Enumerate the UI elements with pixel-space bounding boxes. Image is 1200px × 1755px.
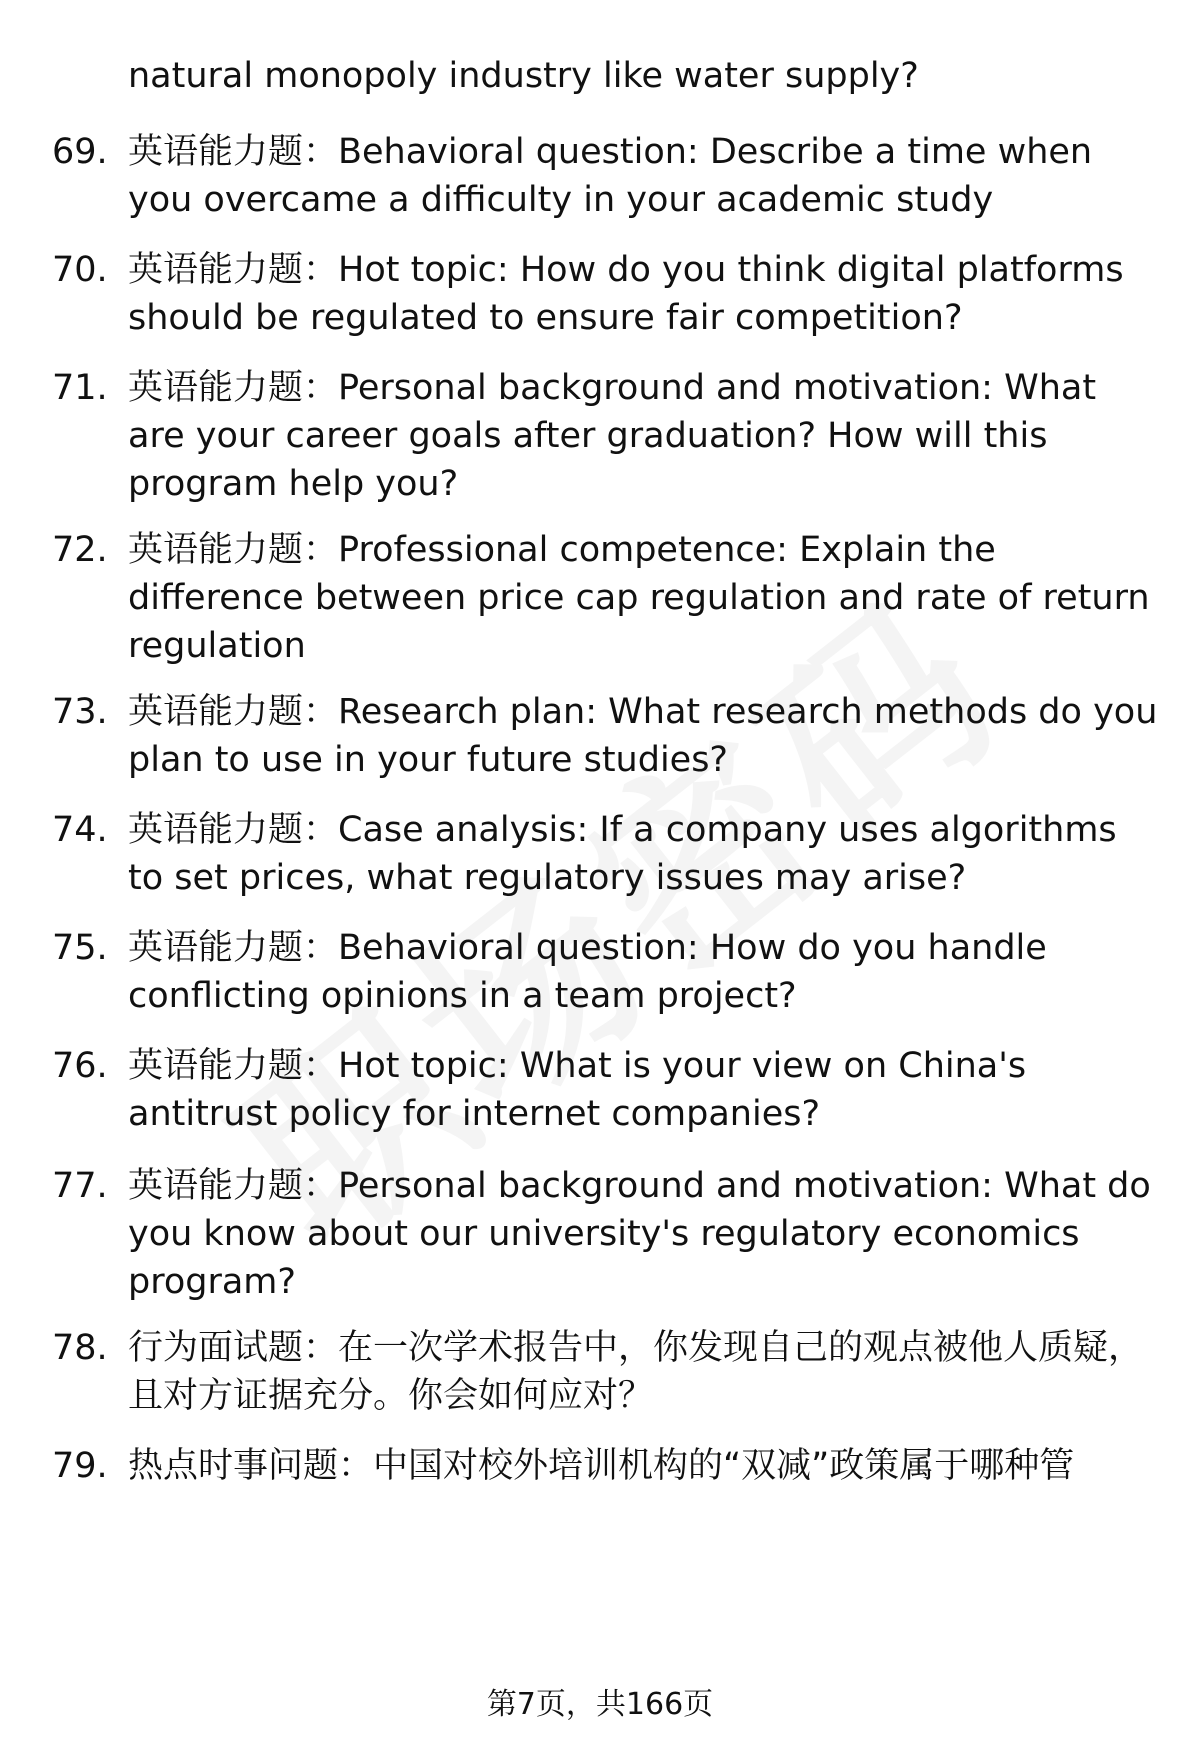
item-text: 英语能力题：Research plan: What research methods do you plan to use in your future studies? (128, 692, 1158, 780)
item-number: 71. (52, 368, 108, 408)
item-number: 69. (52, 132, 108, 172)
page-footer: 第7页，共166页 (486, 1687, 714, 1722)
item-number: 78. (52, 1328, 108, 1368)
item-number: 73. (52, 692, 108, 732)
item-number: 76. (52, 1046, 108, 1086)
item-text: 英语能力题：Hot topic: What is your view on China's antitrust policy for internet companies? (128, 1046, 1027, 1134)
item-text: 热点时事问题：中国对校外培训机构的“双减”政策属于哪种管 (128, 1446, 1075, 1486)
item-text: 英语能力题：Case analysis: If a company uses algorithms to set prices, what regulatory issues may arise? (128, 810, 1117, 898)
item-text: 英语能力题：Hot topic: How do you think digital platforms should be regulated to ensure fair competition? (128, 250, 1124, 338)
item-text: 英语能力题：Behavioral question: How do you handle conflicting opinions in a team project? (128, 928, 1047, 1016)
item-text: 行为面试题：在一次学术报告中，你发现自己的观点被他人质疑，且对方证据充分。你会如何应对？ (128, 1328, 1144, 1416)
item-text: 英语能力题：Personal background and motivation: What do you know about our university's regulatory economics program? (128, 1166, 1151, 1302)
item-text: 英语能力题：Personal background and motivation: What are your career goals after graduation? How will this program help you? (128, 368, 1097, 504)
item-number: 79. (52, 1446, 108, 1486)
item-number: 77. (52, 1166, 108, 1206)
item-number: 74. (52, 810, 108, 850)
item-number: 75. (52, 928, 108, 968)
item-text: 英语能力题：Professional competence: Explain the difference between price cap regulation and rate of return regulation (128, 530, 1150, 666)
item-number: 72. (52, 530, 108, 570)
item-text: 英语能力题：Behavioral question: Describe a time when you overcame a difficulty in your academic study (128, 132, 1093, 220)
item-number: 70. (52, 250, 108, 290)
continuation-line: natural monopoly industry like water supply? (128, 56, 919, 96)
